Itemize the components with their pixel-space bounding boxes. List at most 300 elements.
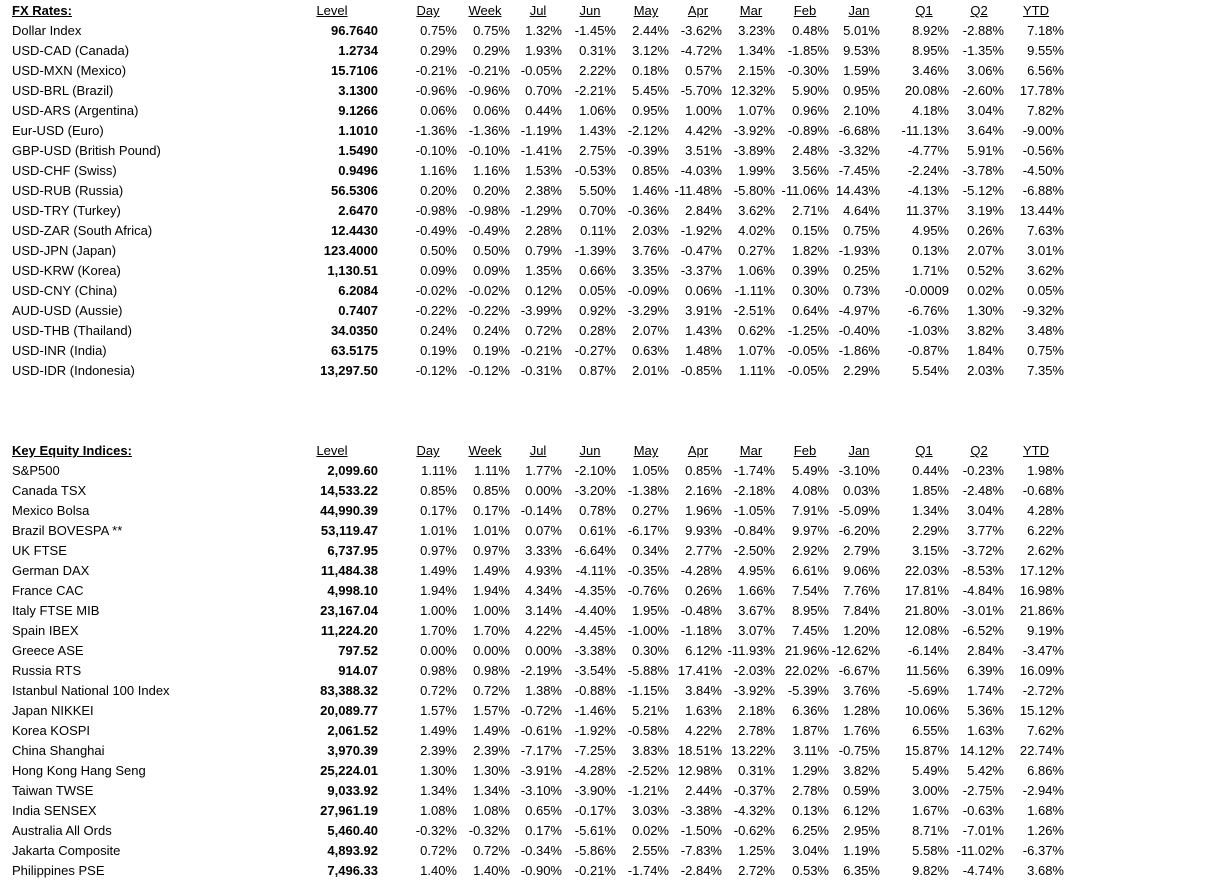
section-title: Key Equity Indices: [12,443,132,458]
q1-value: -1.03% [907,323,949,338]
jul-value: -1.41% [520,143,562,158]
table-row [0,821,1209,841]
q1-value: 2.29% [912,523,949,538]
table-row [0,141,1209,161]
jul-value: 0.00% [525,483,562,498]
ytd-value: 16.09% [1019,663,1064,678]
jan-value: 7.76% [843,583,880,598]
q2-value: -8.53% [962,563,1004,578]
jan-value: 6.12% [843,803,880,818]
column-header-ytd: YTD [1023,3,1049,18]
column-header-apr: Apr [687,3,709,18]
ytd-value: 3.68% [1027,863,1064,878]
jun-value: 0.28% [579,323,616,338]
row-label: Canada TSX [12,483,87,498]
may-value: 2.44% [632,23,669,38]
jul-value: 0.44% [525,103,562,118]
week-value: 1.34% [473,783,510,798]
jan-value: -0.75% [838,743,880,758]
level-value: 20,089.77 [320,703,378,718]
may-value: -1.00% [627,623,669,638]
feb-value: 3.56% [792,163,829,178]
level-value: 9.1266 [338,103,378,118]
day-value: -0.10% [415,143,457,158]
q2-value: -3.72% [962,543,1004,558]
jul-value: 1.38% [525,683,562,698]
apr-value: 4.42% [685,123,722,138]
level-value: 83,388.32 [320,683,378,698]
table-row [0,661,1209,681]
week-value: 1.40% [473,863,510,878]
q1-value: 1.67% [912,803,949,818]
q1-value: 8.92% [912,23,949,38]
jan-value: 4.64% [843,203,880,218]
q2-value: 2.03% [967,363,1004,378]
q1-value: 11.56% [905,663,949,678]
week-value: 0.72% [473,683,510,698]
level-value: 63.5175 [331,343,378,358]
ytd-value: -0.56% [1022,143,1064,158]
mar-value: 1.06% [738,263,775,278]
jun-value: -5.86% [574,843,616,858]
q2-value: -5.12% [962,183,1004,198]
column-header-may: May [633,3,659,18]
day-value: 0.97% [420,543,457,558]
row-label: Italy FTSE MIB [12,603,100,618]
row-label: USD-CAD (Canada) [12,43,130,58]
table-row [0,341,1209,361]
apr-value: 2.77% [685,543,722,558]
apr-value: -7.83% [680,843,722,858]
level-value: 3,970.39 [327,743,378,758]
ytd-value: 6.56% [1027,63,1064,78]
ytd-value: -2.72% [1022,683,1064,698]
table-row [0,781,1209,801]
week-value: 1.01% [473,523,510,538]
mar-value: 2.78% [738,723,775,738]
jul-value: -3.91% [520,763,562,778]
column-header-ytd: YTD [1023,443,1049,458]
q2-value: 5.42% [967,763,1004,778]
day-value: 0.09% [420,263,457,278]
fx-rates-table [0,1,1209,381]
q1-value: 1.34% [912,503,949,518]
jan-value: 0.75% [843,223,880,238]
week-value: 1.57% [473,703,510,718]
feb-value: 0.15% [792,223,829,238]
jan-value: -0.40% [838,323,880,338]
q2-value: -4.84% [962,583,1004,598]
day-value: -0.21% [415,63,457,78]
table-row [0,581,1209,601]
mar-value: -2.50% [733,543,775,558]
may-value: 3.35% [632,263,669,278]
mar-value: -2.51% [733,303,775,318]
apr-value: -5.70% [680,83,722,98]
week-value: -0.49% [468,223,510,238]
may-value: 0.63% [632,343,669,358]
apr-value: 0.26% [685,583,722,598]
ytd-value: 15.12% [1019,703,1064,718]
row-label: USD-RUB (Russia) [12,183,124,198]
row-label: Jakarta Composite [12,843,121,858]
may-value: 5.21% [632,703,669,718]
q2-value: -2.75% [962,783,1004,798]
row-label: Eur-USD (Euro) [12,123,104,138]
may-value: -6.17% [627,523,669,538]
level-value: 1.5490 [338,143,378,158]
jan-value: 7.84% [843,603,880,618]
jul-value: 0.00% [525,643,562,658]
day-value: -0.32% [415,823,457,838]
level-value: 23,167.04 [320,603,378,618]
apr-value: -4.03% [680,163,722,178]
row-label: Hong Kong Hang Seng [12,763,146,778]
apr-value: 0.57% [685,63,722,78]
may-value: 2.03% [632,223,669,238]
may-value: 0.18% [632,63,669,78]
level-value: 4,893.92 [327,843,378,858]
table-row [0,361,1209,381]
q2-value: -6.52% [962,623,1004,638]
day-value: 0.72% [420,683,457,698]
q2-value: 3.77% [967,523,1004,538]
level-value: 7,496.33 [327,863,378,878]
ytd-value: -9.32% [1022,303,1064,318]
day-value: 0.50% [420,243,457,258]
feb-value: -0.30% [787,63,829,78]
jan-value: 3.76% [843,683,880,698]
feb-value: -1.85% [787,43,829,58]
day-value: 1.34% [420,783,457,798]
q1-value: 8.71% [912,823,949,838]
week-value: 0.09% [473,263,510,278]
level-value: 9,033.92 [327,783,378,798]
mar-value: -3.92% [733,683,775,698]
week-value: 0.50% [473,243,510,258]
day-value: 2.39% [420,743,457,758]
mar-value: 2.18% [738,703,775,718]
level-value: 1,130.51 [327,263,378,278]
q2-value: 3.06% [967,63,1004,78]
level-value: 96.7640 [331,23,378,38]
jul-value: 1.93% [525,43,562,58]
level-value: 13,297.50 [320,363,378,378]
feb-value: 0.64% [792,303,829,318]
row-label: UK FTSE [12,543,67,558]
day-value: 1.57% [420,703,457,718]
day-value: -0.49% [415,223,457,238]
may-value: 1.05% [632,463,669,478]
apr-value: -3.37% [680,263,722,278]
week-value: 0.06% [473,103,510,118]
apr-value: -4.28% [680,563,722,578]
mar-value: 3.23% [738,23,775,38]
q2-value: -3.78% [962,163,1004,178]
level-value: 44,990.39 [320,503,378,518]
row-label: USD-CHF (Swiss) [12,163,117,178]
apr-value: -0.85% [680,363,722,378]
mar-value: -5.80% [733,183,775,198]
day-value: 1.11% [421,463,457,478]
mar-value: 2.72% [738,863,775,878]
apr-value: 6.12% [685,643,722,658]
may-value: -1.74% [627,863,669,878]
apr-value: 3.51% [685,143,722,158]
q1-value: -5.69% [907,683,949,698]
jun-value: 0.31% [579,43,616,58]
jul-value: 2.28% [525,223,562,238]
day-value: 1.16% [420,163,457,178]
apr-value: 3.84% [685,683,722,698]
column-header-jun: Jun [579,3,601,18]
day-value: 1.94% [420,583,457,598]
q1-value: -11.13% [901,123,949,138]
level-value: 56.5306 [331,183,378,198]
ytd-value: -6.88% [1022,183,1064,198]
week-value: -0.10% [468,143,510,158]
feb-value: -0.05% [787,343,829,358]
q2-value: -3.01% [962,603,1004,618]
jan-value: 2.29% [843,363,880,378]
row-label: USD-INR (India) [12,343,107,358]
row-label: Philippines PSE [12,863,105,878]
ytd-value: 6.86% [1027,763,1064,778]
column-header-q2: Q2 [970,3,988,18]
table-row [0,681,1209,701]
level-value: 53,119.47 [320,523,378,538]
q2-value: 0.02% [967,283,1004,298]
day-value: 1.70% [420,623,457,638]
q1-value: -2.24% [907,163,949,178]
table-row [0,461,1209,481]
q1-value: 1.71% [912,263,949,278]
ytd-value: 9.19% [1027,623,1064,638]
mar-value: -2.03% [733,663,775,678]
mar-value: 0.62% [738,323,775,338]
jan-value: 2.79% [843,543,880,558]
apr-value: -0.47% [680,243,722,258]
feb-value: 4.08% [792,483,829,498]
jan-value: -6.68% [838,123,880,138]
may-value: 0.30% [632,643,669,658]
table-row [0,201,1209,221]
q2-value: -2.48% [962,483,1004,498]
day-value: 1.01% [420,523,457,538]
apr-value: -1.18% [680,623,722,638]
q1-value: -6.76% [907,303,949,318]
day-value: -0.22% [415,303,457,318]
mar-value: -1.05% [733,503,775,518]
week-value: 0.17% [473,503,510,518]
table-row [0,221,1209,241]
may-value: -1.15% [627,683,669,698]
feb-value: -1.25% [787,323,829,338]
column-header-level: Level [316,3,348,18]
row-label: USD-ARS (Argentina) [12,103,139,118]
jan-value: 0.73% [843,283,880,298]
week-value: -0.12% [468,363,510,378]
feb-value: 1.29% [792,763,829,778]
table-row [0,161,1209,181]
q2-value: -2.60% [962,83,1004,98]
jan-value: 1.28% [843,703,880,718]
q1-value: 3.46% [912,63,949,78]
table-row [0,181,1209,201]
table-row [0,321,1209,341]
may-value: -5.88% [627,663,669,678]
table-row [0,841,1209,861]
apr-value: 2.16% [685,483,722,498]
mar-value: -1.11% [734,283,775,298]
q2-value: 1.84% [967,343,1004,358]
jul-value: -0.90% [520,863,562,878]
may-value: 0.34% [632,543,669,558]
week-value: 0.98% [473,663,510,678]
jun-value: 0.61% [579,523,616,538]
apr-value: 1.96% [685,503,722,518]
table-row [0,641,1209,661]
ytd-value: -0.68% [1022,483,1064,498]
mar-value: 1.07% [738,343,775,358]
may-value: 1.95% [632,603,669,618]
jan-value: 2.95% [843,823,880,838]
jun-value: 0.87% [579,363,616,378]
apr-value: 1.63% [685,703,722,718]
apr-value: 17.41% [677,663,722,678]
q1-value: -6.14% [907,643,949,658]
jul-value: -1.19% [520,123,562,138]
ytd-value: 7.18% [1027,23,1064,38]
day-value: -0.98% [415,203,457,218]
q2-value: -7.01% [962,823,1004,838]
jun-value: -3.20% [574,483,616,498]
row-label: Australia All Ords [12,823,112,838]
table-row [0,61,1209,81]
jun-value: -2.10% [574,463,616,478]
ytd-value: 16.98% [1019,583,1064,598]
column-header-jan: Jan [848,3,870,18]
level-value: 2.6470 [338,203,378,218]
jan-value: -6.20% [838,523,880,538]
column-header-q2: Q2 [970,443,988,458]
apr-value: 1.00% [685,103,722,118]
q1-value: 10.06% [904,703,949,718]
may-value: 3.03% [632,803,669,818]
feb-value: 7.54% [792,583,829,598]
apr-value: 1.48% [685,343,722,358]
column-header-day: Day [416,3,440,18]
jul-value: 2.38% [525,183,562,198]
table-row [0,861,1209,881]
jul-value: -0.61% [520,723,562,738]
day-value: 0.06% [420,103,457,118]
row-label: Brazil BOVESPA ** [12,523,123,538]
mar-value: -4.32% [733,803,775,818]
jun-value: -4.28% [574,763,616,778]
day-value: 1.30% [420,763,457,778]
apr-value: 0.85% [685,463,722,478]
feb-value: 0.96% [792,103,829,118]
row-label: Greece ASE [12,643,84,658]
mar-value: -3.92% [733,123,775,138]
ytd-value: -2.94% [1022,783,1064,798]
apr-value: -4.72% [680,43,722,58]
mar-value: 3.67% [738,603,775,618]
table-row [0,301,1209,321]
row-label: German DAX [12,563,90,578]
table-row [0,501,1209,521]
column-header-apr: Apr [687,443,709,458]
jul-value: -3.10% [520,783,562,798]
jun-value: -4.40% [574,603,616,618]
jan-value: 0.03% [843,483,880,498]
jun-value: -0.17% [574,803,616,818]
q1-value: -4.13% [907,183,949,198]
table-row [0,721,1209,741]
q1-value: 1.85% [912,483,949,498]
jul-value: 0.07% [525,523,562,538]
apr-value: -1.50% [680,823,722,838]
row-label: Istanbul National 100 Index [12,683,170,698]
week-value: 0.97% [473,543,510,558]
ytd-value: 22.74% [1019,743,1064,758]
feb-value: 1.87% [792,723,829,738]
may-value: -0.76% [627,583,669,598]
row-label: Dollar Index [12,23,82,38]
column-header-jul: Jul [529,443,547,458]
mar-value: 13.22% [730,743,775,758]
q1-value: 3.15% [912,543,949,558]
jul-value: 0.70% [525,83,562,98]
feb-value: 0.48% [792,23,829,38]
feb-value: 7.45% [792,623,829,638]
feb-value: 6.25% [792,823,829,838]
row-label: USD-TRY (Turkey) [12,203,121,218]
table-row [0,561,1209,581]
feb-value: 0.53% [792,863,829,878]
may-value: -1.21% [627,783,669,798]
apr-value: 9.93% [685,523,722,538]
jul-value: 0.17% [525,823,562,838]
mar-value: 1.11% [739,363,775,378]
ytd-value: 7.63% [1027,223,1064,238]
may-value: 2.07% [632,323,669,338]
week-value: 0.20% [473,183,510,198]
q2-value: 3.04% [967,103,1004,118]
feb-value: 8.95% [792,603,829,618]
q1-value: 20.08% [904,83,949,98]
table-row [0,261,1209,281]
may-value: -0.58% [627,723,669,738]
feb-value: 2.92% [792,543,829,558]
column-header-week: Week [468,443,502,458]
row-label: India SENSEX [12,803,97,818]
jan-value: 5.01% [843,23,880,38]
week-value: 1.70% [473,623,510,638]
mar-value: 4.95% [738,563,775,578]
table-row [0,521,1209,541]
level-value: 1.1010 [338,123,378,138]
q1-value: 5.54% [912,363,949,378]
jul-value: 1.32% [525,23,562,38]
ytd-value: 6.22% [1027,523,1064,538]
row-label: France CAC [12,583,84,598]
column-header-day: Day [416,443,440,458]
level-value: 27,961.19 [320,803,378,818]
jan-value: 1.19% [843,843,880,858]
row-label: Japan NIKKEI [12,703,94,718]
